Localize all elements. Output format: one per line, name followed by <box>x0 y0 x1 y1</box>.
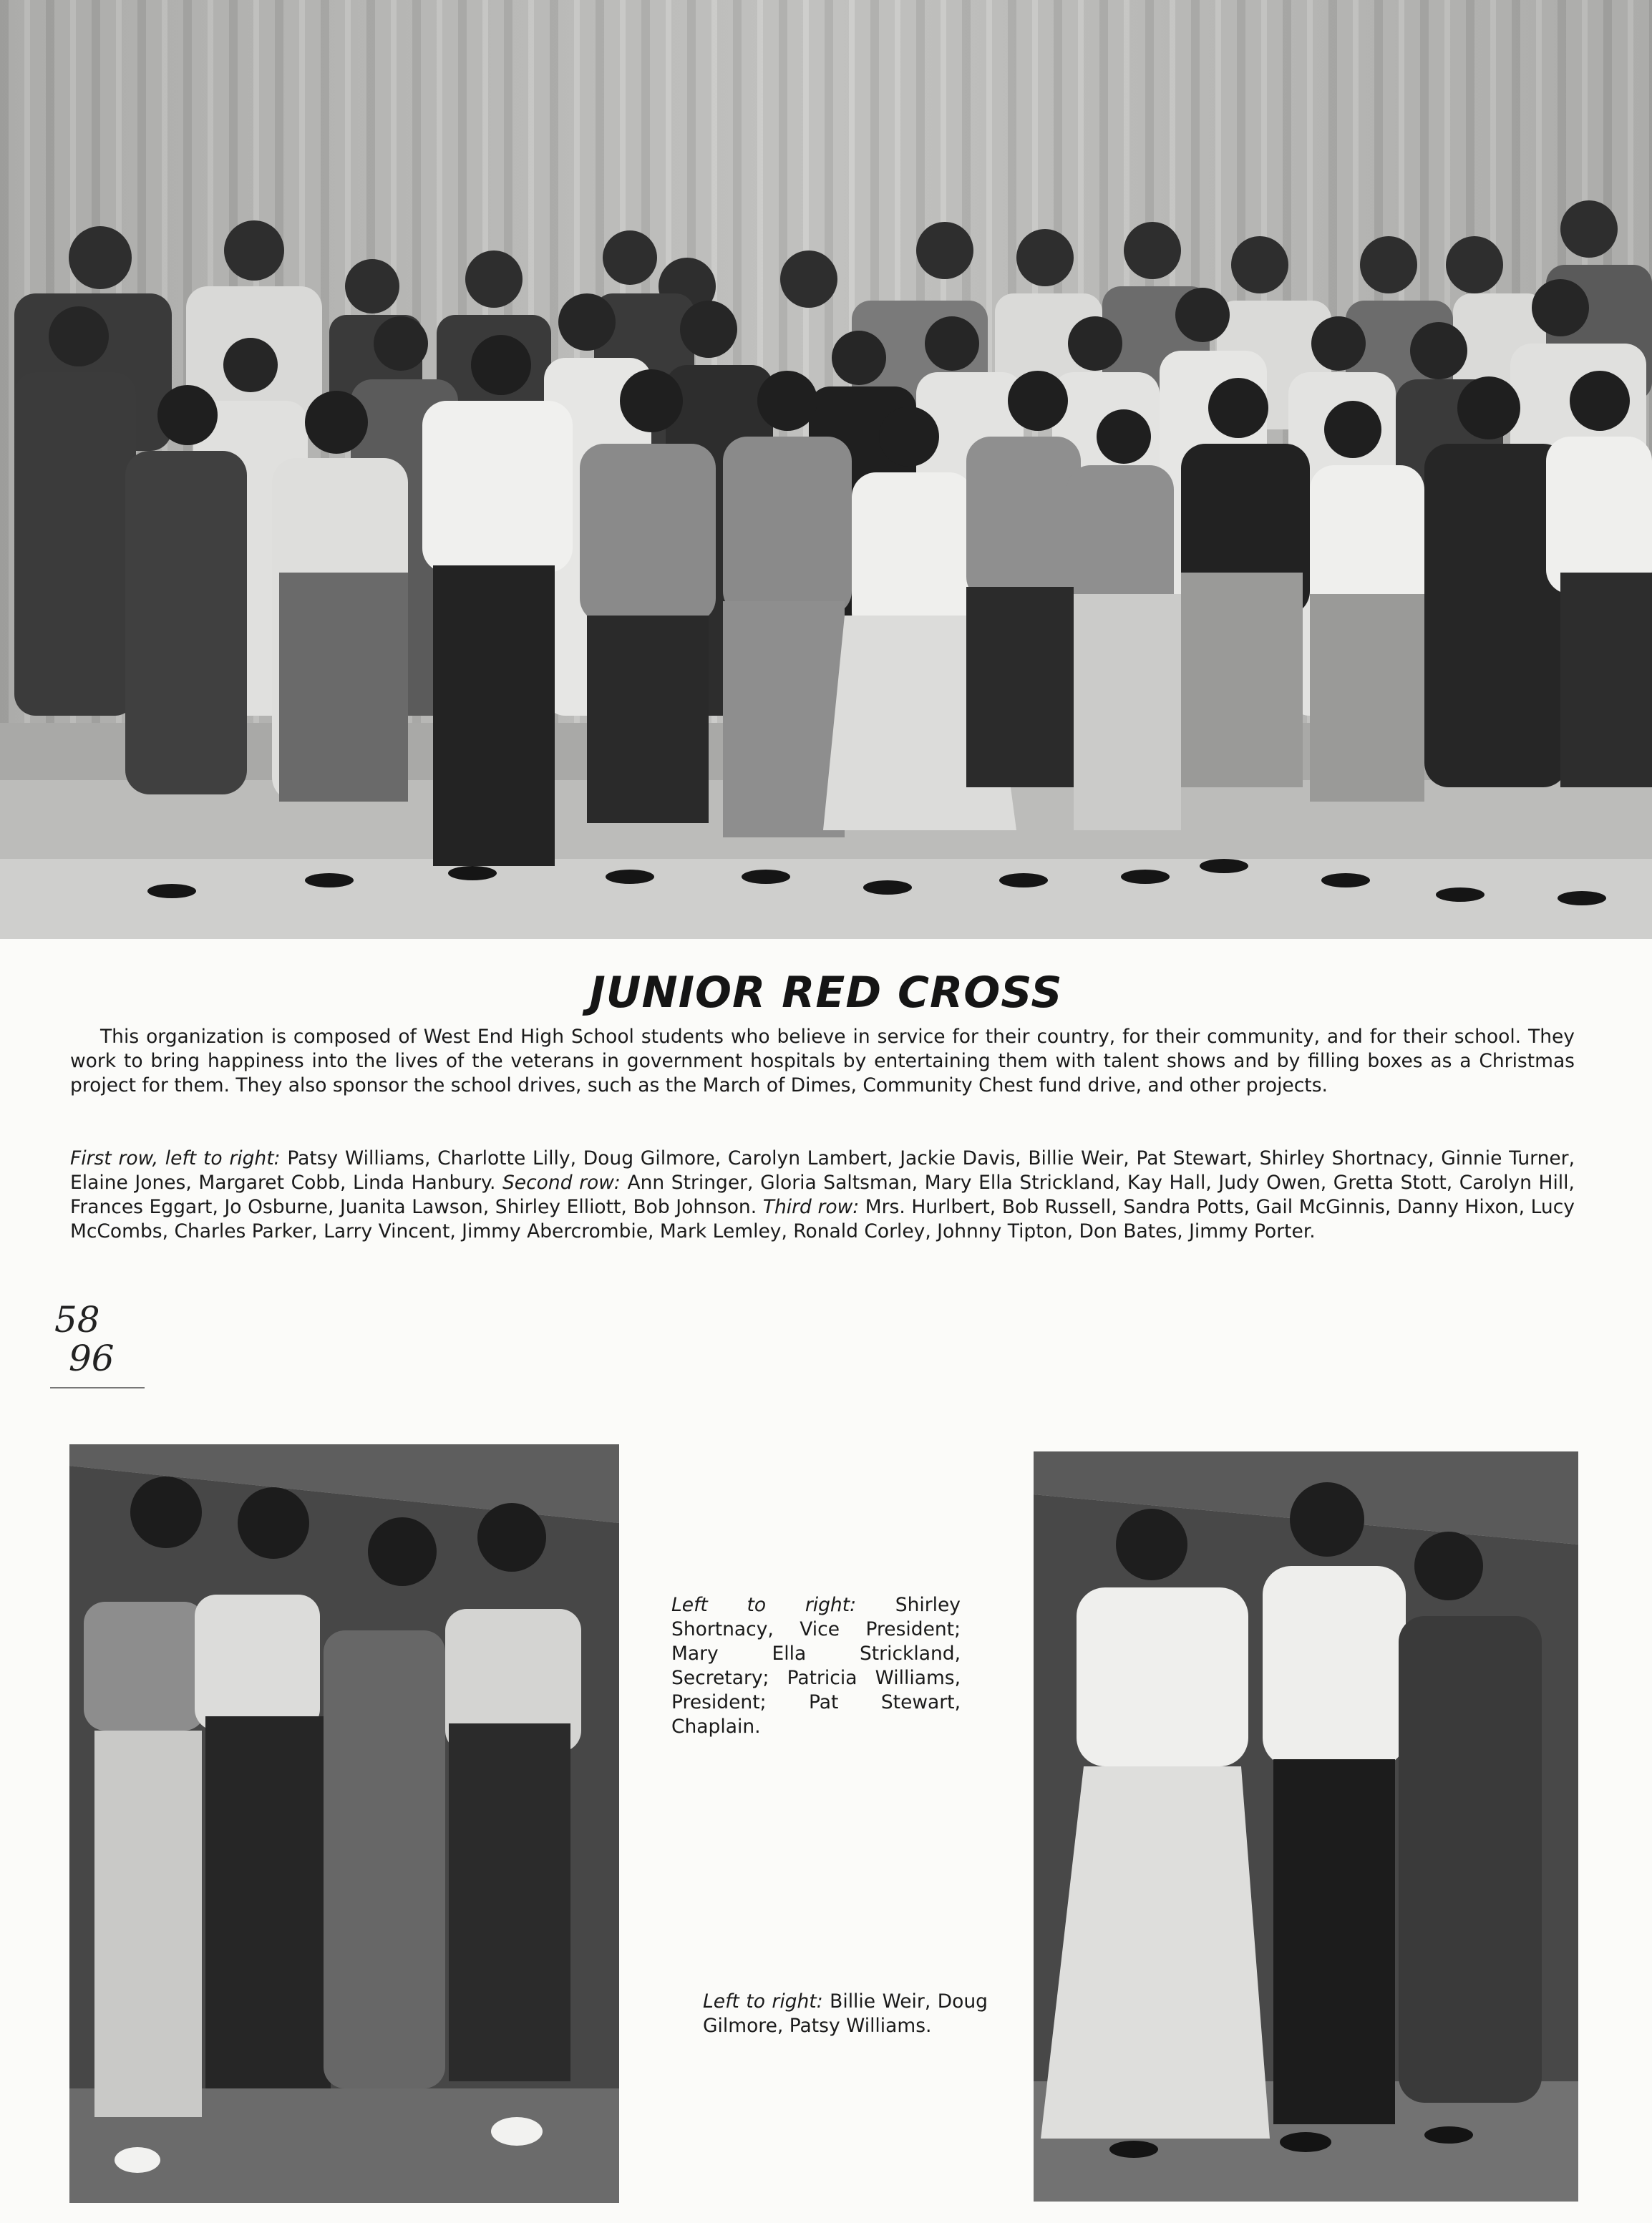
group-photo <box>0 0 1652 939</box>
trio-photo <box>1034 1451 1578 2202</box>
handwritten-note-line2: 96 <box>69 1338 115 1379</box>
roster-row1-label: First row, left to right: <box>70 1147 281 1169</box>
roster-row3-label: Third row: <box>762 1196 860 1218</box>
caption-duo-text: Billie Weir, Doug Gilmore, Patsy Williams. <box>703 1990 988 2037</box>
officers-photo-image <box>69 1444 619 2203</box>
group-photo-image <box>0 0 1652 939</box>
roster-row1-names: Patsy Williams, Charlotte Lilly, Doug Gilmore, Carolyn Lambert, Jackie Davis, Billie Weir, Pat Stewart, Shirley Shortnacy, Ginnie Turner, Elaine Jones, Margaret Cobb, Linda Hanbury. <box>70 1147 1575 1194</box>
officers-photo <box>69 1444 619 2203</box>
page-title: JUNIOR RED CROSS <box>589 968 1063 1018</box>
trio-photo-image <box>1034 1451 1578 2202</box>
roster-row2-label: Second row: <box>502 1172 621 1194</box>
roster-paragraph <box>70 1147 1575 1244</box>
caption-officers-text: Shirley Shortnacy, Vice President; Mary Ella Strickland, Secretary; Patricia Williams, President; Pat Stewart, Chaplain. <box>671 1594 961 1738</box>
caption-officers-label: Left to right: <box>671 1594 857 1616</box>
handwritten-note-line1: 58 <box>54 1299 100 1341</box>
intro-paragraph: This organization is composed of West End High School students who believe in service for their country, for their community, and for their school. They work to bring happiness into the lives of the veterans in government hospitals by entertaining them with talent shows and by filling boxes as a Christmas project for them. They also sponsor the school drives, such as the March of Dimes, Community Chest fund drive, and other projects. <box>70 1026 1575 1096</box>
caption-duo-label: Left to right: <box>703 1990 823 2013</box>
handwritten-underline <box>50 1387 145 1388</box>
caption-officers <box>671 1593 961 1739</box>
roster-row2-names: Ann Stringer, Gloria Saltsman, Mary Ella Strickland, Kay Hall, Judy Owen, Gretta Stott, Carolyn Hill, Frances Eggart, Jo Osburne, Juanita Lawson, Shirley Elliott, Bob Johnson. <box>70 1172 1575 1218</box>
roster-row3-names: Mrs. Hurlbert, Bob Russell, Sandra Potts, Gail McGinnis, Danny Hixon, Lucy McCombs, Charles Parker, Larry Vincent, Jimmy Abercrombie, Mark Lemley, Ronald Corley, Johnny Tipton, Don Bates, Jimmy Porter. <box>70 1196 1575 1242</box>
caption-duo <box>703 1990 988 2038</box>
